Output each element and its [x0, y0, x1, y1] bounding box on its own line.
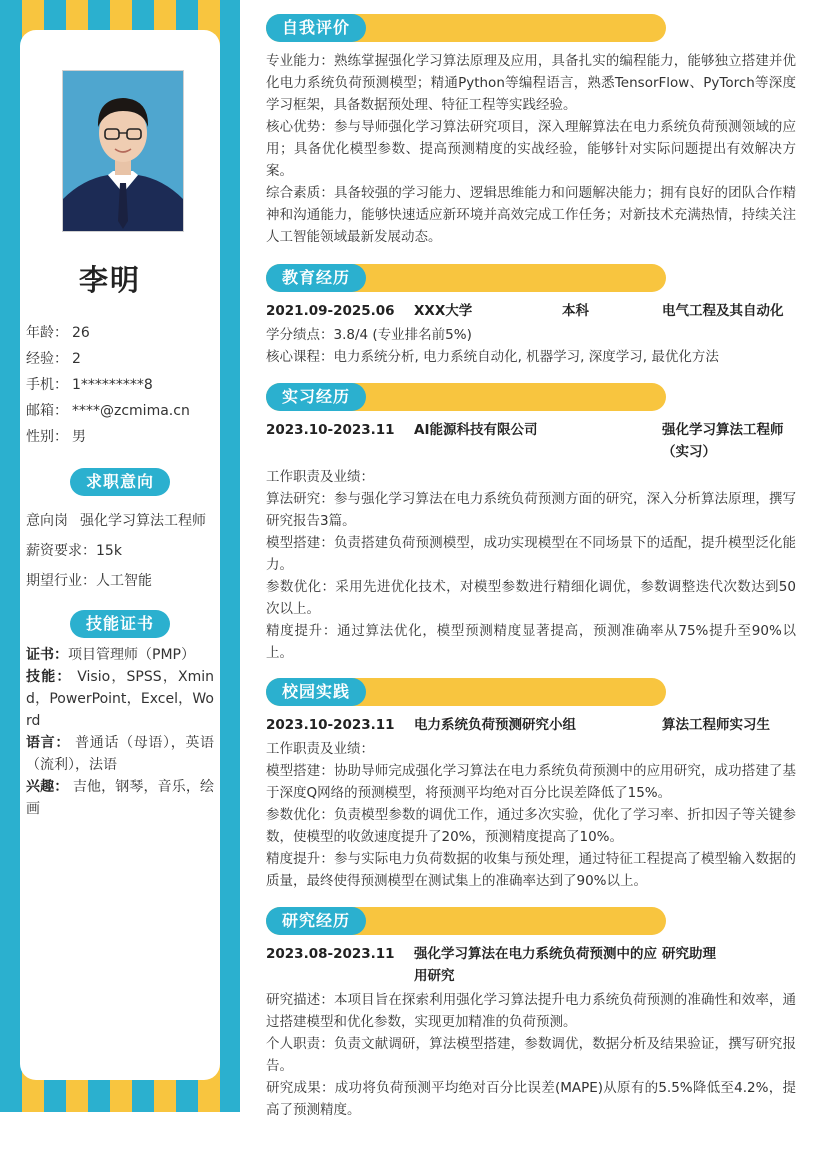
campus-line: 精度提升：参与实际电力负荷数据的收集与预处理，通过特征工程提高了模型输入数据的质量，最终使得预测模型在测试集上的准确率达到了90%以上。 [266, 851, 796, 889]
section-education-title: 教育经历 [266, 264, 366, 292]
research-line: 个人职责：负责文献调研，算法模型搭建，参数调优，数据分析及结果验证，撰写研究报告。 [266, 1036, 796, 1074]
section-internship [266, 383, 666, 411]
basic-info [26, 320, 216, 450]
section-research [266, 907, 666, 935]
campus-line: 参数优化：负责模型参数的调优工作，通过多次实验，优化了学习率、折扣因子等关键参数，使模型的收敛速度提升了20%，预测精度提高了10%。 [266, 807, 796, 845]
education-major: 电气工程及其自动化 [662, 303, 784, 319]
campus-body [266, 738, 796, 892]
internship-company: AI能源科技有限公司 [414, 422, 538, 438]
info-experience: 经验： 2 [26, 351, 81, 367]
internship-line: 模型搭建：负责搭建负荷预测模型，成功实现模型在不同场景下的适配，提升模型泛化能力。 [266, 535, 796, 573]
research-body [266, 989, 796, 1121]
internship-role: 强化学习算法工程师（实习） [662, 422, 784, 460]
avatar [63, 71, 183, 231]
campus-org: 电力系统负荷预测研究小组 [414, 717, 576, 733]
internship-line: 算法研究：参与强化学习算法在电力系统负荷预测方面的研究，深入分析算法原理，撰写研究报告3篇。 [266, 491, 796, 529]
intent-block [26, 506, 216, 596]
self-eval-paragraph: 专业能力：熟练掌握强化学习算法原理及应用，具备扎实的编程能力，能够独立搭建并优化电力系统负荷预测模型；精通Python等编程语言，熟悉TensorFlow、PyTorch等深度学习框架，具备数据预处理、特征工程等实践经验。 [266, 53, 796, 113]
section-campus-title: 校园实践 [266, 678, 366, 706]
skills-heading: 技能证书 [70, 610, 170, 638]
research-project: 强化学习算法在电力系统负荷预测中的应用研究 [414, 946, 657, 984]
sidebar-stripes [0, 0, 240, 1112]
section-research-title: 研究经历 [266, 907, 366, 935]
skill-hobby: 兴趣： 吉他，钢琴，音乐，绘画 [26, 779, 214, 817]
research-role: 研究助理 [662, 946, 716, 962]
skills-block [26, 644, 214, 820]
education-period: 2021.09-2025.06 [266, 303, 395, 319]
info-email: 邮箱： ****@zcmima.cn [26, 403, 190, 419]
info-phone: 手机： 1*********8 [26, 377, 153, 393]
research-line: 研究描述：本项目旨在探索利用强化学习算法提升电力系统负荷预测的准确性和效率，通过搭建模型和优化参数，实现更加精准的负荷预测。 [266, 992, 796, 1030]
internship-line: 工作职责及业绩： [266, 469, 374, 485]
intent-heading: 求职意向 [70, 468, 170, 496]
education-body [266, 324, 796, 368]
intent-salary: 薪资要求：15k [26, 543, 122, 559]
internship-period: 2023.10-2023.11 [266, 422, 395, 438]
skill-language: 语言： 普通话（母语），英语（流利），法语 [26, 735, 215, 773]
education-line: 学分绩点：3.8/4 (专业排名前5%) [266, 327, 472, 343]
section-internship-title: 实习经历 [266, 383, 366, 411]
campus-role: 算法工程师实习生 [662, 717, 770, 733]
skill-tools: 技能： Visio，SPSS，Xmind，PowerPoint，Excel，Word [26, 669, 215, 729]
research-period: 2023.08-2023.11 [266, 946, 395, 962]
section-self-eval [266, 14, 666, 42]
internship-body [266, 466, 796, 664]
research-line: 研究成果：成功将负荷预测平均绝对百分比误差(MAPE)从原有的5.5%降低至4.2%，提高了预测精度。 [266, 1080, 796, 1118]
info-gender: 性别： 男 [26, 429, 86, 445]
self-eval-paragraph: 核心优势：参与导师强化学习算法研究项目，深入理解算法在电力系统负荷预测领域的应用；具备优化模型参数、提高预测精度的实战经验，能够针对实际问题提出有效解决方案。 [266, 119, 796, 179]
profile-photo [62, 70, 184, 232]
internship-line: 精度提升：通过算法优化，模型预测精度显著提高，预测准确率从75%提升至90%以上。 [266, 623, 796, 661]
self-eval-paragraph: 综合素质：具备较强的学习能力、逻辑思维能力和问题解决能力；拥有良好的团队合作精神和沟通能力，能够快速适应新环境并高效完成工作任务；对新技术充满热情，持续关注人工智能领域最新发展动态。 [266, 185, 796, 245]
self-eval-body [266, 50, 796, 248]
education-school: XXX大学 [414, 303, 473, 319]
campus-line: 模型搭建：协助导师完成强化学习算法在电力系统负荷预测中的应用研究，成功搭建了基于深度Q网络的预测模型，将预测平均绝对百分比误差降低了15%。 [266, 763, 796, 801]
internship-line: 参数优化：采用先进优化技术，对模型参数进行精细化调优，参数调整迭代次数达到50次以上。 [266, 579, 796, 617]
campus-line: 工作职责及业绩： [266, 741, 374, 757]
education-line: 核心课程：电力系统分析, 电力系统自动化, 机器学习, 深度学习, 最优化方法 [266, 349, 719, 365]
section-self-eval-title: 自我评价 [266, 14, 366, 42]
section-campus [266, 678, 666, 706]
education-degree: 本科 [562, 303, 589, 319]
section-education [266, 264, 666, 292]
intent-industry: 期望行业：人工智能 [26, 573, 152, 589]
profile-card [20, 30, 220, 1080]
person-name: 李明 [78, 263, 141, 297]
skill-cert: 证书：项目管理师（PMP） [26, 647, 195, 663]
intent-position: 意向岗 强化学习算法工程师 [26, 513, 206, 529]
campus-period: 2023.10-2023.11 [266, 717, 395, 733]
info-age: 年龄： 26 [26, 325, 90, 341]
